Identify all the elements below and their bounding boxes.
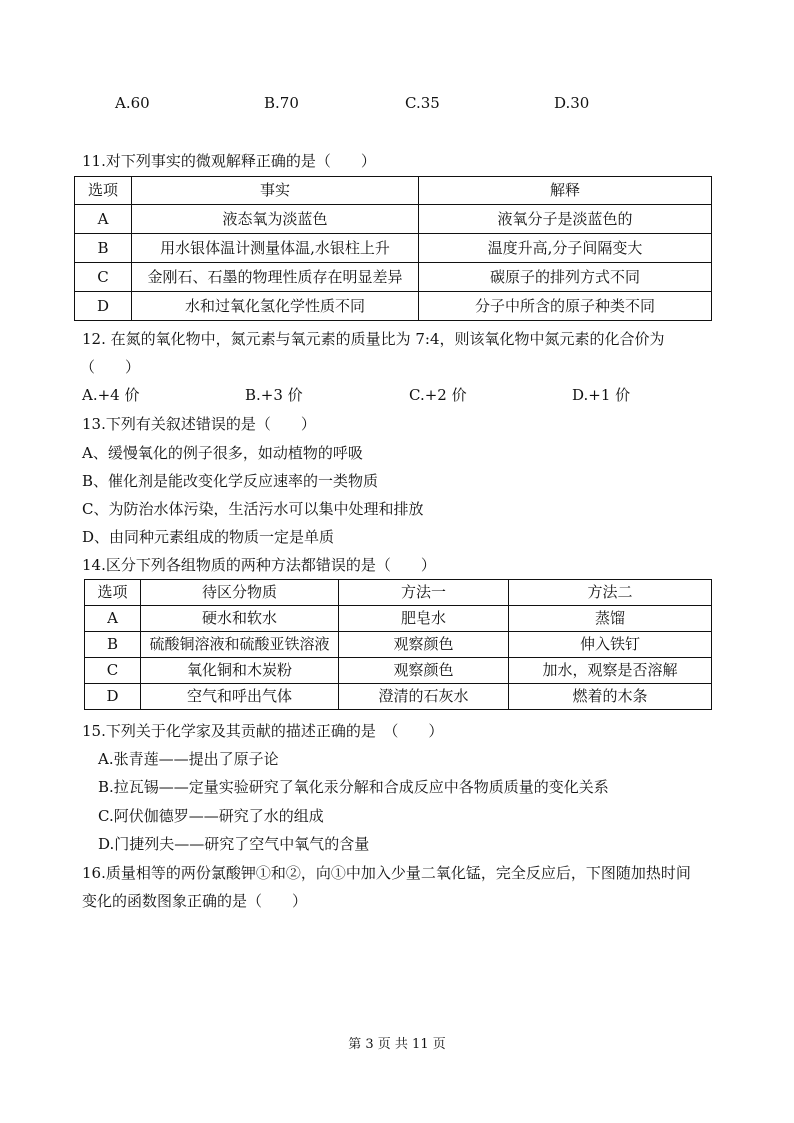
q13-option-a: A、缓慢氧化的例子很多，如动植物的呼吸: [82, 444, 363, 462]
q11-cell: D: [75, 292, 132, 321]
q11-cell: 分子中所含的原子种类不同: [419, 292, 712, 321]
q14-cell: 伸入铁钉: [509, 632, 712, 658]
q16-stem-line2: 变化的函数图象正确的是（ ）: [82, 892, 308, 910]
q14-cell: D: [85, 684, 141, 710]
q10-option-c: C.35: [405, 94, 440, 112]
q14-header-items: 待区分物质: [141, 580, 339, 606]
q13-option-c: C、为防治水体污染，生活污水可以集中处理和排放: [82, 500, 424, 518]
q14-cell: 观察颜色: [339, 658, 509, 684]
q14-table: [84, 579, 712, 710]
q10-option-b: B.70: [264, 94, 299, 112]
q14-cell: 燃着的木条: [509, 684, 712, 710]
q12-stem-line1: 12. 在氮的氧化物中，氮元素与氧元素的质量比为 7:4，则该氧化物中氮元素的化合价为: [82, 330, 665, 348]
q14-header-method1: 方法一: [339, 580, 509, 606]
q11-cell: 碳原子的排列方式不同: [419, 263, 712, 292]
table-row: [85, 684, 712, 710]
q14-cell: 空气和呼出气体: [141, 684, 339, 710]
q14-cell: 澄清的石灰水: [339, 684, 509, 710]
q11-cell: C: [75, 263, 132, 292]
q11-cell: 液氧分子是淡蓝色的: [419, 205, 712, 234]
q11-cell: 金刚石、石墨的物理性质存在明显差异: [132, 263, 419, 292]
q11-cell: 用水银体温计测量体温,水银柱上升: [132, 234, 419, 263]
q12-option-c: C.+2 价: [409, 386, 467, 404]
q13-stem: 13.下列有关叙述错误的是（ ）: [82, 415, 316, 433]
q12-option-b: B.+3 价: [245, 386, 303, 404]
q14-cell: 肥皂水: [339, 606, 509, 632]
q14-header-method2: 方法二: [509, 580, 712, 606]
q11-cell: B: [75, 234, 132, 263]
table-row: [85, 632, 712, 658]
page-footer: 第 3 页 共 11 页: [348, 1037, 446, 1052]
q14-cell: 蒸馏: [509, 606, 712, 632]
table-row: [75, 263, 712, 292]
q11-header-fact: 事实: [132, 177, 419, 205]
q12-stem-line2: （ ）: [80, 358, 141, 376]
q11-header-explain: 解释: [419, 177, 712, 205]
q14-cell: 氧化铜和木炭粉: [141, 658, 339, 684]
q14-cell: C: [85, 658, 141, 684]
q12-option-a: A.+4 价: [82, 386, 140, 404]
q14-stem: 14.区分下列各组物质的两种方法都错误的是（ ）: [82, 556, 436, 574]
table-row: [75, 205, 712, 234]
q15-option-b: B.拉瓦锡——定量实验研究了氧化汞分解和合成反应中各物质质量的变化关系: [98, 778, 609, 796]
q16-stem-line1: 16.质量相等的两份氯酸钾①和②，向①中加入少量二氧化锰，完全反应后，下图随加热时间: [82, 864, 691, 882]
q10-options: [0, 94, 794, 116]
q13-option-b: B、催化剂是能改变化学反应速率的一类物质: [82, 472, 379, 490]
q11-stem: 11.对下列事实的微观解释正确的是（ ）: [82, 152, 376, 170]
table-row: [75, 234, 712, 263]
q15-option-c: C.阿伏伽德罗——研究了水的组成: [98, 807, 324, 825]
q11-cell: A: [75, 205, 132, 234]
q10-option-d: D.30: [554, 94, 590, 112]
q11-cell: 温度升高,分子间隔变大: [419, 234, 712, 263]
q15-option-a: A.张青莲——提出了原子论: [98, 750, 279, 768]
table-row: [85, 658, 712, 684]
q14-cell: B: [85, 632, 141, 658]
q15-stem: 15.下列关于化学家及其贡献的描述正确的是 （ ）: [82, 722, 444, 740]
q11-cell: 液态氧为淡蓝色: [132, 205, 419, 234]
q10-option-a: A.60: [115, 94, 150, 112]
q11-header-row: [75, 177, 712, 205]
table-row: [85, 606, 712, 632]
q11-table: [74, 176, 712, 321]
q12-options: [0, 384, 794, 406]
q14-cell: 硬水和软水: [141, 606, 339, 632]
q11-header-option: 选项: [75, 177, 132, 205]
table-row: [75, 292, 712, 321]
q14-header-option: 选项: [85, 580, 141, 606]
q14-cell: 硫酸铜溶液和硫酸亚铁溶液: [141, 632, 339, 658]
q14-header-row: [85, 580, 712, 606]
q11-cell: 水和过氧化氢化学性质不同: [132, 292, 419, 321]
q13-option-d: D、由同种元素组成的物质一定是单质: [82, 528, 335, 546]
q14-cell: 观察颜色: [339, 632, 509, 658]
q14-cell: A: [85, 606, 141, 632]
q12-option-d: D.+1 价: [572, 386, 631, 404]
q14-cell: 加水，观察是否溶解: [509, 658, 712, 684]
q15-option-d: D.门捷列夫——研究了空气中氧气的含量: [98, 835, 370, 853]
